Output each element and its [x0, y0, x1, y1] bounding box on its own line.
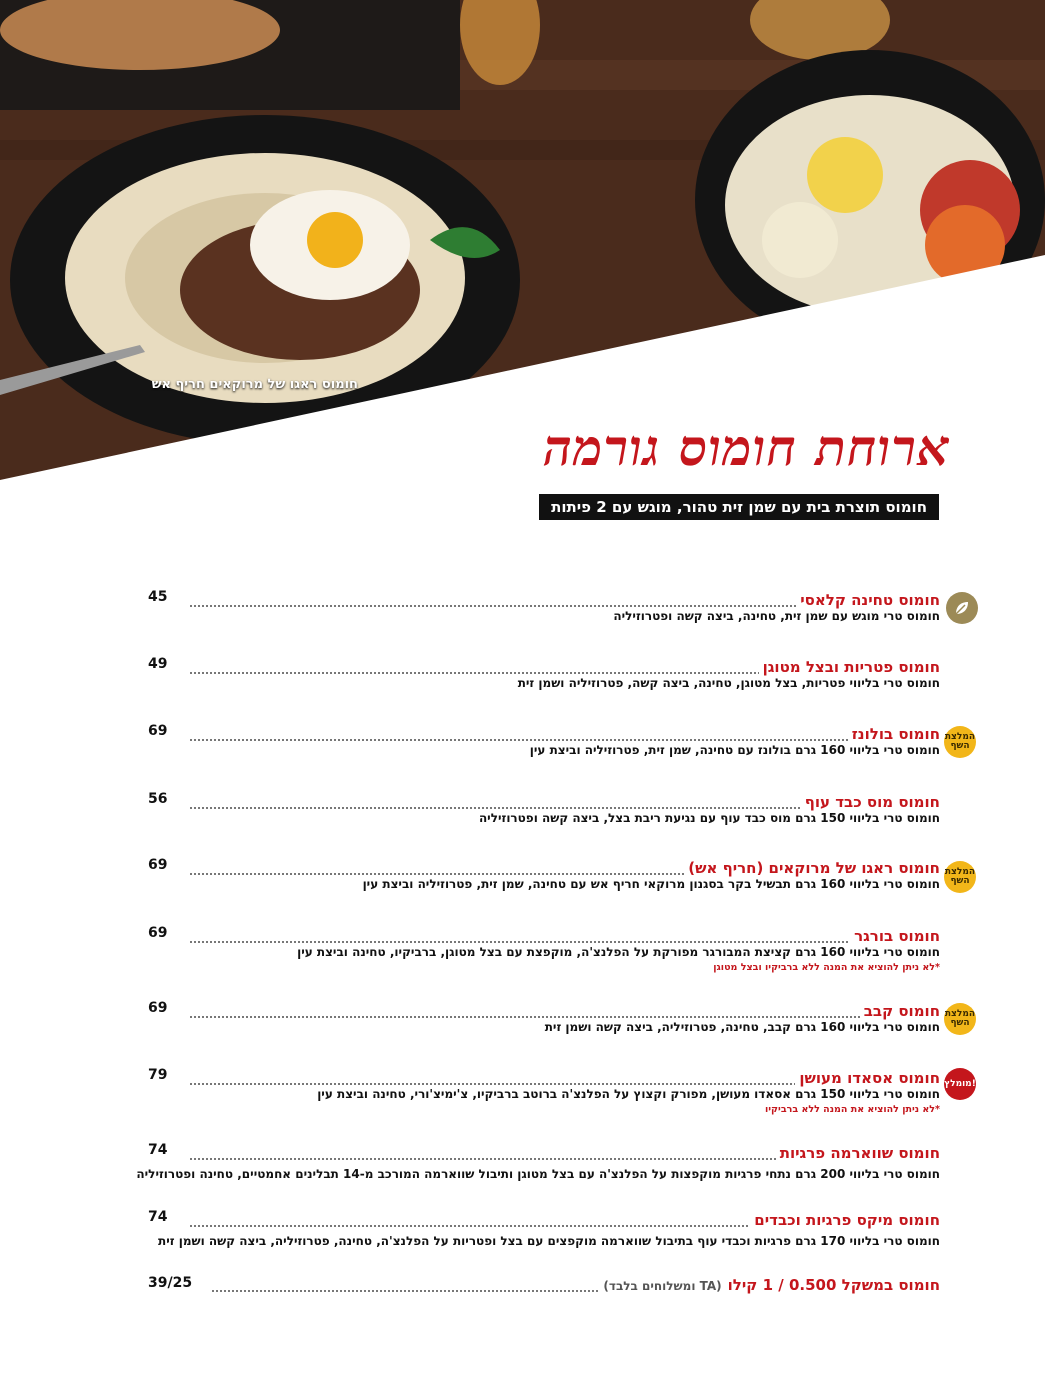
item-name: חומוס אסאדו מעושן	[799, 1069, 940, 1087]
item-price: 69	[148, 925, 168, 941]
item-price: 56	[148, 791, 168, 807]
item-name: חומוס פטריות ובצל מטוגן	[762, 658, 940, 676]
item-note: *לא ניתן להוציא את המנה ללא ברביקיו	[765, 1104, 940, 1115]
item-description: חומוס טרי בליווי פטריות, בצל מטוגן, טחינה, ביצה קשה, פטרוזיליה ושמן זית	[517, 676, 940, 690]
dot-leader	[190, 1016, 940, 1018]
item-name: חומוס ראגו של מרוקאים (חריף אש)	[688, 859, 940, 877]
menu-item	[140, 724, 940, 784]
item-description: חומוס טרי בליווי 200 גרם נתחי פרגיות מוקפצות על הפלנצ'ה עם בצל מטוגן ותיבול שווארמה המורכב מ-14 תבלינים אחמטיים, טחינה ופטרוזיליה	[136, 1167, 940, 1181]
chef-recommends-icon: המלצת השף	[944, 1003, 976, 1035]
item-price: 74	[148, 1209, 168, 1225]
page-subtitle: חומוס תוצרת בית עם שמן זית טהור, מוגש עם 2 פיתות	[539, 494, 939, 520]
item-description: חומוס טרי בליווי 160 גרם קבב, טחינה, פטרוזיליה, ביצה קשה ושמן זית	[544, 1020, 940, 1034]
item-price: 69	[148, 857, 168, 873]
vegan-leaf-icon	[946, 592, 978, 624]
item-price: 69	[148, 1000, 168, 1016]
menu-item	[140, 1210, 940, 1270]
item-description: חומוס טרי בליווי 160 גרם קציצת המבורגר מפורקת על הפלנצ'ה, מוקפצת עם בצל מטוגן, ברביקיו, טחינה וביצת עין	[297, 945, 940, 959]
item-name: חומוס טחינה קלאסי	[800, 591, 940, 609]
menu-item	[140, 1001, 940, 1061]
menu-item	[140, 926, 940, 986]
menu-item	[140, 590, 940, 650]
bulk-hummus-line	[140, 1276, 940, 1300]
item-price: 49	[148, 656, 168, 672]
item-description: חומוס טרי בליווי 160 גרם בולונז עם טחינה, שמן זית, פטרוזיליה וביצת עין	[529, 743, 940, 757]
menu-item	[140, 657, 940, 717]
menu-item	[136, 1142, 940, 1203]
menu-item	[140, 858, 940, 918]
item-name: חומוס מוס כבד עוף	[804, 793, 940, 811]
item-note: *לא ניתן להוציא את המנה ללא ברביקיו ובצל מטוגן	[713, 962, 940, 973]
item-price: 45	[148, 589, 168, 605]
chef-recommends-icon: המלצת השף	[944, 861, 976, 893]
item-description: חומוס טרי בליווי 160 גרם תבשיל בקר בסגנון מרוקאי חריף אש עם טחינה, שמן זית, פטרוזיליה וביצת עין	[362, 877, 940, 891]
item-description: חומוס טרי בליווי 150 גרם אסאדו מעושן, מפורק וקצוץ על הפלנצ'ה ברוטב ברביקיו, צ'ימיצ'ורי, טחינה וביצת עין	[317, 1087, 940, 1101]
menu-item	[140, 792, 940, 852]
dot-leader	[190, 739, 940, 741]
bulk-price: 39/25	[148, 1275, 193, 1291]
item-description: חומוס טרי בליווי 170 גרם פרגיות וכבדי עוף בתיבול שווארמה מוקפצים עם בצל ופטריות על הפלנצ'ה, טחינה, פטרוזיליה, ביצה קשה ושמן זית	[158, 1234, 940, 1248]
recommended-icon: מומלץ!	[944, 1068, 976, 1100]
item-description: חומוס טרי בליווי 150 גרם מוס כבד עוף עם נגיעת ריבת בצל, ביצה קשה ופטרוזיליה	[478, 811, 940, 825]
page-title: ארוחת חומוס גורמה	[543, 418, 950, 477]
hero-caption: חומוס ראגו של מרוקאים חריף אש	[151, 377, 358, 392]
chef-recommends-icon: המלצת השף	[944, 726, 976, 758]
dot-leader	[190, 941, 940, 943]
item-name: חומוס בורגר	[854, 927, 940, 945]
bulk-label: חומוס במשקל 0.500 / 1 קילו	[727, 1276, 940, 1294]
item-description: חומוס טרי מוגש עם שמן זית, טחינה, ביצה קשה ופטרוזיליה	[613, 609, 940, 623]
bulk-note: (TA ומשלוחים בלבד)	[603, 1279, 722, 1293]
item-price: 69	[148, 723, 168, 739]
item-price: 79	[148, 1067, 168, 1083]
item-price: 74	[148, 1142, 168, 1158]
item-name: חומוס מיקס פרגיות וכבדים	[754, 1211, 940, 1229]
menu-item	[140, 1068, 940, 1128]
item-name: חומוס שווארמה פרגיות	[779, 1144, 940, 1162]
item-name: חומוס קבב	[863, 1002, 940, 1020]
item-name: חומוס בולונז	[851, 725, 940, 743]
